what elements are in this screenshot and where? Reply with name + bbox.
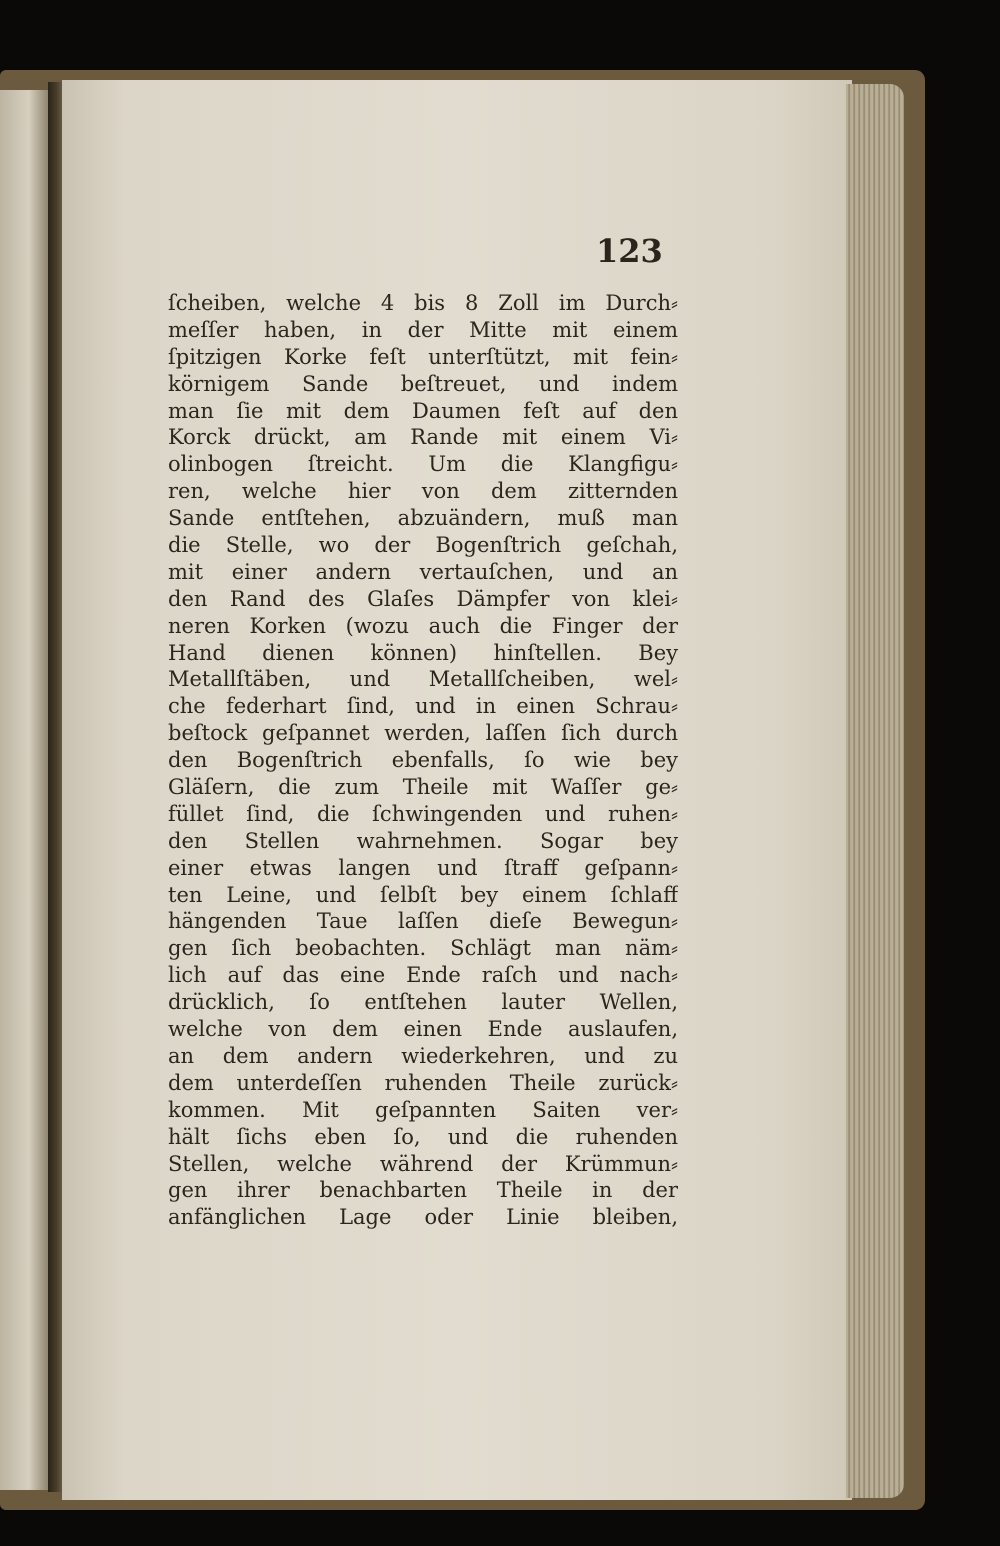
text-line: hält ſichs eben ſo, und die ruhenden — [168, 1124, 678, 1149]
text-line: olinbogen ſtreicht. Um die Klangfigu⸗ — [168, 452, 678, 477]
text-line: Metallſtäben, und Metallſcheiben, wel⸗ — [168, 667, 678, 692]
text-line: Gläſern, die zum Theile mit Waſſer ge⸗ — [168, 775, 678, 800]
text-line: gen ſich beobachten. Schlägt man näm⸗ — [168, 936, 678, 961]
text-line: che federhart ſind, und in einen Schrau⸗ — [168, 694, 678, 719]
text-line: füllet ſind, die ſchwingenden und ruhen⸗ — [168, 801, 678, 826]
text-line: den Rand des Glaſes Dämpfer von klei⸗ — [168, 586, 678, 611]
text-line: körnigem Sande beſtreuet, und indem — [168, 371, 678, 396]
page-text — [168, 290, 678, 1231]
text-line: einer etwas langen und ſtraff geſpann⸗ — [168, 855, 678, 880]
text-line: den Stellen wahrnehmen. Sogar bey — [168, 828, 678, 853]
text-line: Stellen, welche während der Krümmun⸗ — [168, 1151, 678, 1176]
text-line: drücklich, ſo entſtehen lauter Wellen, — [168, 990, 678, 1015]
text-line: welche von dem einen Ende auslaufen, — [168, 1017, 678, 1042]
text-line: ſpitzigen Korke feſt unterſtützt, mit fein⸗ — [168, 344, 678, 369]
text-line: die Stelle, wo der Bogenſtrich geſchah, — [168, 533, 678, 558]
text-line: kommen. Mit geſpannten Saiten ver⸗ — [168, 1097, 678, 1122]
text-line: Sande entſtehen, abzuändern, muß man — [168, 506, 678, 531]
text-line: den Bogenſtrich ebenfalls, ſo wie bey — [168, 748, 678, 773]
text-line: anfänglichen Lage oder Linie bleiben, — [168, 1205, 678, 1230]
text-line: hängenden Taue laſſen dieſe Bewegun⸗ — [168, 909, 678, 934]
text-line: beſtock geſpannet werden, laſſen ſich durch — [168, 721, 678, 746]
page-stack-edge — [846, 84, 904, 1498]
page-number: 123 — [596, 232, 663, 270]
text-line: meſſer haben, in der Mitte mit einem — [168, 317, 678, 342]
text-line: Hand dienen können) hinſtellen. Bey — [168, 640, 678, 665]
text-line: ten Leine, und ſelbſt bey einem ſchlaff — [168, 882, 678, 907]
text-line: ren, welche hier von dem zitternden — [168, 479, 678, 504]
text-line: man ſie mit dem Daumen feſt auf den — [168, 398, 678, 423]
text-line: neren Korken (wozu auch die Finger der — [168, 613, 678, 638]
text-line: lich auf das eine Ende raſch und nach⸗ — [168, 963, 678, 988]
text-line: dem unterdeſſen ruhenden Theile zurück⸗ — [168, 1070, 678, 1095]
text-line: mit einer andern vertauſchen, und an — [168, 559, 678, 584]
text-line: Korck drückt, am Rande mit einem Vi⸗ — [168, 425, 678, 450]
text-line: an dem andern wiederkehren, und zu — [168, 1043, 678, 1068]
text-line: ſcheiben, welche 4 bis 8 Zoll im Durch⸗ — [168, 291, 678, 315]
left-page-edge — [0, 90, 48, 1490]
text-line: gen ihrer benachbarten Theile in der — [168, 1178, 678, 1203]
